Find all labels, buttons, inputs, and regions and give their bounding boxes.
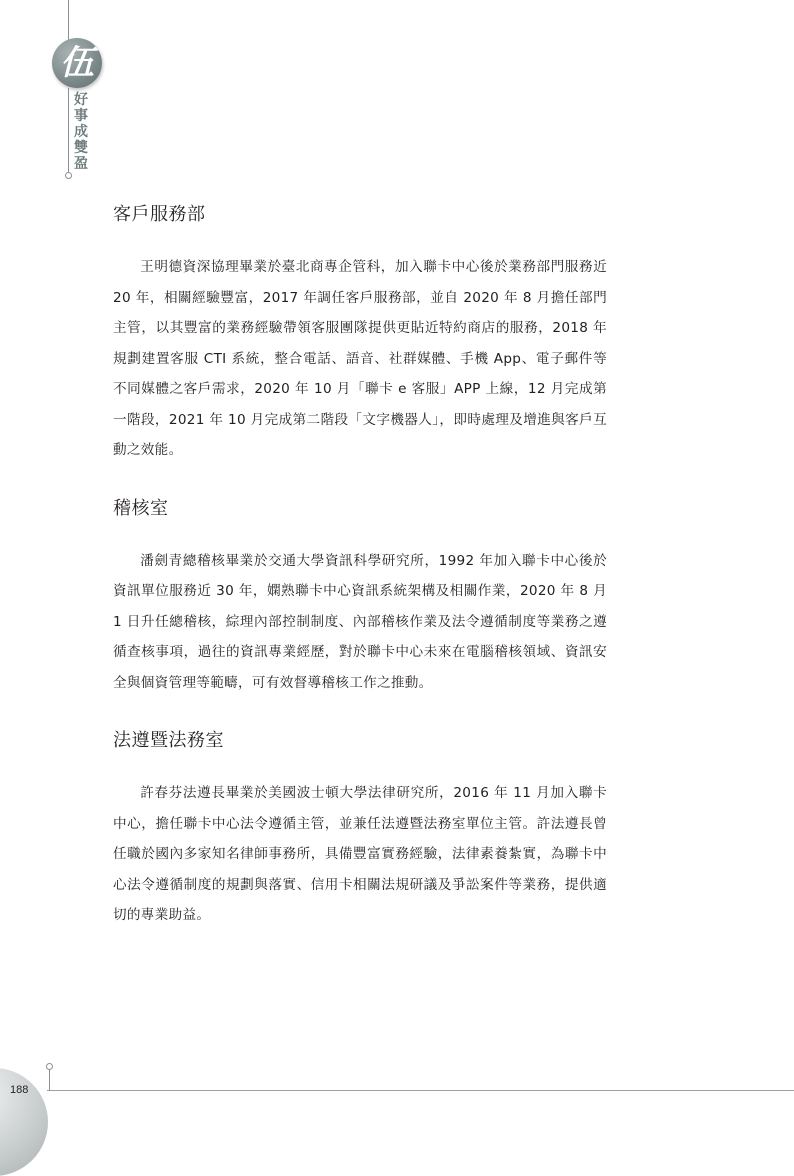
chapter-badge bbox=[52, 38, 102, 88]
section-paragraph: 許春芬法遵長畢業於美國波士頓大學法律研究所，2016 年 11 月加入聯卡中心，擔任聯卡中心法令遵循主管，並兼任法遵暨法務室單位主管。許法遵長曾任職於國內多家知名律師事務所，具備豐富實務經驗，法律素養紮實，為聯卡中心法令遵循制度的規劃與落實、信用卡相關法規研議及爭訟案件等業務，提供適切的專業助益。 bbox=[113, 785, 607, 923]
section-compliance-legal bbox=[113, 726, 607, 931]
footer-pin-dot bbox=[46, 1063, 53, 1070]
main-content bbox=[113, 200, 607, 959]
section-paragraph: 潘劍青總稽核畢業於交通大學資訊科學研究所，1992 年加入聯卡中心後於資訊單位服務近 30 年，嫻熟聯卡中心資訊系統架構及相關作業，2020 年 8 月 1 日升任總稽核，綜理內部控制制度、內部稽核作業及法令遵循制度等業務之遵循查核事項，過往的資訊專業經歷，對於聯卡中心未來在電腦稽核領域、資訊安全與個資管理等範疇，可有效督導稽核工作之推動。 bbox=[113, 552, 607, 691]
footer-pin-line bbox=[49, 1067, 50, 1091]
section-audit bbox=[113, 494, 607, 699]
section-heading: 法遵暨法務室 bbox=[113, 730, 224, 751]
chapter-marker-line bbox=[68, 0, 69, 42]
chapter-number: 伍 bbox=[60, 43, 94, 83]
page-number: 188 bbox=[10, 1084, 29, 1096]
chapter-side-line bbox=[68, 88, 69, 174]
footer-rule bbox=[47, 1090, 794, 1091]
section-heading: 稽核室 bbox=[113, 497, 169, 519]
section-customer-service bbox=[113, 200, 607, 466]
chapter-title: 好事成雙盈 bbox=[74, 92, 88, 172]
section-paragraph: 王明德資深協理畢業於臺北商專企管科，加入聯卡中心後於業務部門服務近 20 年，相關經驗豐富，2017 年調任客戶服務部，並自 2020 年 8 月擔任部門主管，以其豐富的業務經驗帶領客服團隊提供更貼近特約商店的服務，2018 年規劃建置客服 CTI 系統，整合電話、語音、社群媒體、手機 App、電子郵件等不同媒體之客戶需求，2020 年 10 月「聯卡 e 客服」APP 上線，12 月完成第一階段，2021 年 10 月完成第二階段「文字機器人」，即時處理及增進與客戶互動之效能。 bbox=[113, 259, 607, 458]
chapter-line-end-dot bbox=[65, 172, 72, 179]
section-heading: 客戶服務部 bbox=[113, 204, 206, 225]
